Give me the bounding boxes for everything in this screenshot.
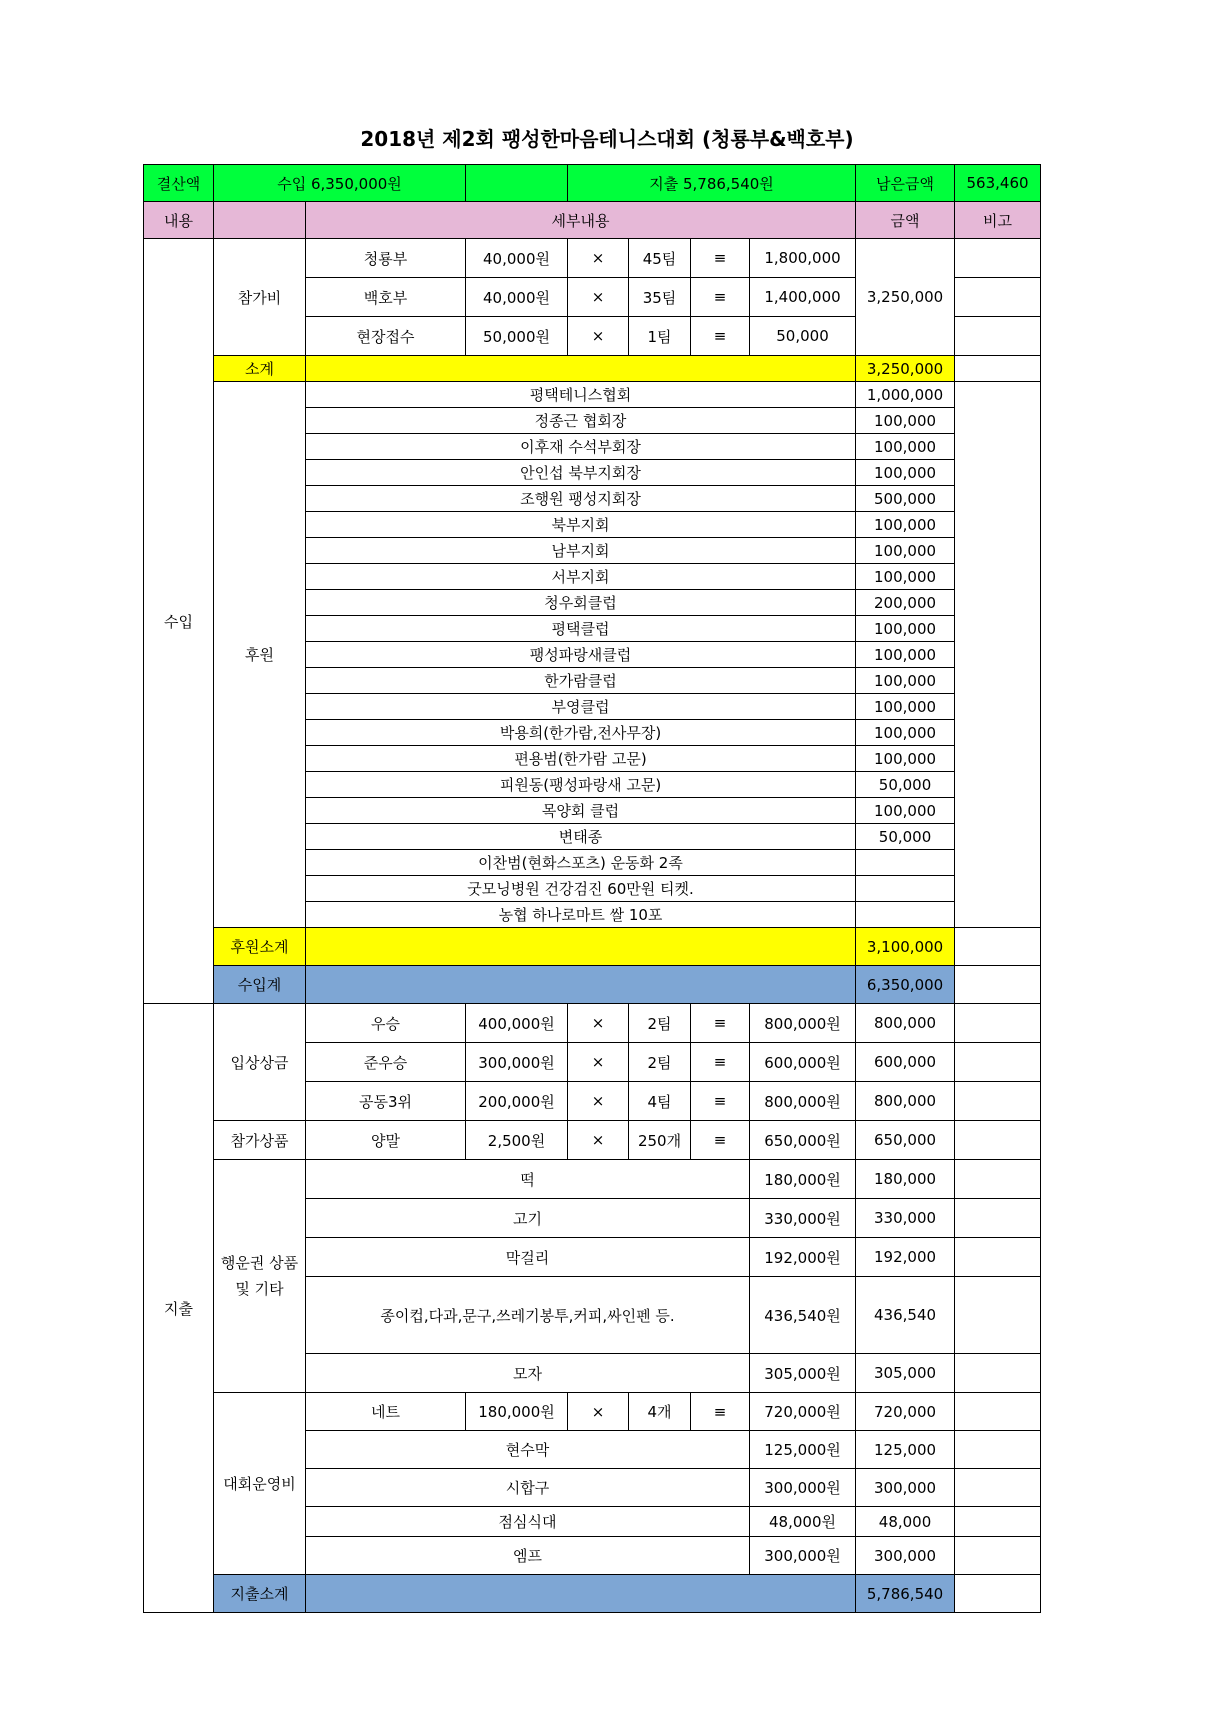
ops-net-row	[144, 1393, 1041, 1431]
note-cell	[955, 1004, 1041, 1043]
note-cell	[955, 1121, 1041, 1160]
sponsor-amount: 100,000	[856, 720, 955, 746]
prize-name: 공동3위	[306, 1082, 466, 1121]
note-cell	[955, 356, 1041, 382]
gift-qty: 250개	[629, 1121, 691, 1160]
note-cell	[955, 1431, 1041, 1469]
ops-total: 300,000원	[750, 1469, 856, 1507]
fee-amount: 3,250,000	[856, 239, 955, 356]
income-total-value: 6,350,000	[856, 966, 955, 1004]
ops-item: 점심식대	[306, 1507, 750, 1537]
sponsor-amount: 200,000	[856, 590, 955, 616]
equals-sign: ≡	[691, 1082, 750, 1121]
sponsor-amount: 100,000	[856, 512, 955, 538]
times-sign: ×	[568, 239, 629, 278]
lucky-item: 막걸리	[306, 1238, 750, 1277]
equals-sign: ≡	[691, 1004, 750, 1043]
gift-name: 양말	[306, 1121, 466, 1160]
income-total-blank	[306, 966, 856, 1004]
sponsor-subtotal-value: 3,100,000	[856, 928, 955, 966]
times-sign: ×	[568, 317, 629, 356]
page-title: 2018년 제2회 팽성한마음테니스대회 (청룡부&백호부)	[360, 127, 854, 151]
remain-label: 남은금액	[856, 165, 955, 202]
prize-price: 200,000원	[466, 1082, 568, 1121]
sponsor-name: 안인섭 북부지회장	[306, 460, 856, 486]
header-note: 비고	[955, 202, 1041, 239]
header-blank	[214, 202, 306, 239]
times-sign: ×	[568, 1082, 629, 1121]
lucky-total: 305,000원	[750, 1354, 856, 1393]
note-cell	[955, 1277, 1041, 1354]
lucky-item: 종이컵,다과,문구,쓰레기봉투,커피,싸인펜 등.	[306, 1277, 750, 1354]
times-sign: ×	[568, 1393, 629, 1431]
fee-qty: 35팀	[629, 278, 691, 317]
sponsor-amount: 100,000	[856, 538, 955, 564]
ops-item: 엠프	[306, 1537, 750, 1575]
ops-total: 300,000원	[750, 1537, 856, 1575]
sponsor-amount: 100,000	[856, 694, 955, 720]
fee-name: 청룡부	[306, 239, 466, 278]
gift-total: 650,000원	[750, 1121, 856, 1160]
note-cell	[955, 928, 1041, 966]
note-cell	[955, 278, 1041, 317]
note-cell	[955, 239, 1041, 278]
fee-total: 50,000	[750, 317, 856, 356]
lucky-total: 436,540원	[750, 1277, 856, 1354]
ops-total: 720,000원	[750, 1393, 856, 1431]
fee-subtotal-row	[144, 356, 1041, 382]
header-row	[144, 202, 1041, 239]
gift-label: 참가상품	[214, 1121, 306, 1160]
ops-total: 48,000원	[750, 1507, 856, 1537]
equals-sign: ≡	[691, 1043, 750, 1082]
lucky-label: 행운권 상품 및 기타	[214, 1160, 306, 1393]
fee-label: 참가비	[214, 239, 306, 356]
sponsor-amount: 100,000	[856, 642, 955, 668]
sponsor-label: 후원	[214, 382, 306, 928]
equals-sign: ≡	[691, 317, 750, 356]
summary-blank	[466, 165, 568, 202]
lucky-item: 모자	[306, 1354, 750, 1393]
ops-amount: 48,000	[856, 1507, 955, 1537]
fee-price: 40,000원	[466, 278, 568, 317]
sponsor-name: 팽성파랑새클럽	[306, 642, 856, 668]
sponsor-name: 북부지회	[306, 512, 856, 538]
sponsor-amount: 100,000	[856, 564, 955, 590]
sponsor-name: 남부지회	[306, 538, 856, 564]
ops-item: 현수막	[306, 1431, 750, 1469]
note-cell	[955, 1082, 1041, 1121]
income-total-label: 수입계	[214, 966, 306, 1004]
sponsor-amount: 100,000	[856, 408, 955, 434]
equals-sign: ≡	[691, 1393, 750, 1431]
expense-subtotal-value: 5,786,540	[856, 1575, 955, 1613]
sponsor-amount: 100,000	[856, 460, 955, 486]
sponsor-name: 피원동(팽성파랑새 고문)	[306, 772, 856, 798]
sponsor-amount: 1,000,000	[856, 382, 955, 408]
sponsor-name: 한가람클럽	[306, 668, 856, 694]
prize-row	[144, 1004, 1041, 1043]
sponsor-amount: 50,000	[856, 772, 955, 798]
prize-name: 준우승	[306, 1043, 466, 1082]
note-cell	[955, 1238, 1041, 1277]
sponsor-name: 이후재 수석부회장	[306, 434, 856, 460]
sponsor-row	[144, 382, 1041, 408]
ops-name: 네트	[306, 1393, 466, 1431]
prize-qty: 4팀	[629, 1082, 691, 1121]
sponsor-amount: 100,000	[856, 434, 955, 460]
ops-label: 대회운영비	[214, 1393, 306, 1575]
fee-total: 1,400,000	[750, 278, 856, 317]
prize-qty: 2팀	[629, 1004, 691, 1043]
lucky-amount: 436,540	[856, 1277, 955, 1354]
sponsor-name: 농협 하나로마트 쌀 10포	[306, 902, 856, 928]
sponsor-amount: 500,000	[856, 486, 955, 512]
fee-qty: 45팀	[629, 239, 691, 278]
ops-amount: 720,000	[856, 1393, 955, 1431]
prize-total: 600,000원	[750, 1043, 856, 1082]
lucky-amount: 180,000	[856, 1160, 955, 1199]
note-cell	[955, 317, 1041, 356]
expense-subtotal-blank	[306, 1575, 856, 1613]
settlement-table	[143, 164, 1041, 1613]
prize-name: 우승	[306, 1004, 466, 1043]
times-sign: ×	[568, 278, 629, 317]
prize-total: 800,000원	[750, 1004, 856, 1043]
expense-subtotal-label: 지출소계	[214, 1575, 306, 1613]
fee-subtotal-label: 소계	[214, 356, 306, 382]
prize-qty: 2팀	[629, 1043, 691, 1082]
sponsor-amount: 100,000	[856, 616, 955, 642]
sponsor-amount	[856, 850, 955, 876]
fee-total: 1,800,000	[750, 239, 856, 278]
expense-label: 지출	[144, 1004, 214, 1613]
expense-subtotal-row	[144, 1575, 1041, 1613]
sponsor-note	[955, 382, 1041, 928]
note-cell	[955, 1575, 1041, 1613]
prize-amount: 600,000	[856, 1043, 955, 1082]
fee-subtotal-value: 3,250,000	[856, 356, 955, 382]
note-cell	[955, 1537, 1041, 1575]
lucky-item: 떡	[306, 1160, 750, 1199]
lucky-total: 330,000원	[750, 1199, 856, 1238]
prize-label: 입상상금	[214, 1004, 306, 1121]
lucky-item: 고기	[306, 1199, 750, 1238]
sponsor-name: 굿모닝병원 건강검진 60만원 티켓.	[306, 876, 856, 902]
expense-total-summary: 지출 5,786,540원	[568, 165, 856, 202]
sponsor-name: 서부지회	[306, 564, 856, 590]
times-sign: ×	[568, 1043, 629, 1082]
sponsor-amount: 100,000	[856, 798, 955, 824]
equals-sign: ≡	[691, 239, 750, 278]
lucky-total: 192,000원	[750, 1238, 856, 1277]
gift-amount: 650,000	[856, 1121, 955, 1160]
sponsor-name: 박용희(한가람,전사무장)	[306, 720, 856, 746]
fee-price: 40,000원	[466, 239, 568, 278]
lucky-total: 180,000원	[750, 1160, 856, 1199]
summary-row	[144, 165, 1041, 202]
lucky-row	[144, 1160, 1041, 1199]
header-detail: 세부내용	[306, 202, 856, 239]
fee-name: 현장접수	[306, 317, 466, 356]
fee-price: 50,000원	[466, 317, 568, 356]
sponsor-name: 정종근 협회장	[306, 408, 856, 434]
sponsor-name: 변태종	[306, 824, 856, 850]
ops-qty: 4개	[629, 1393, 691, 1431]
header-content: 내용	[144, 202, 214, 239]
ops-amount: 125,000	[856, 1431, 955, 1469]
settlement-label: 결산액	[144, 165, 214, 202]
fee-qty: 1팀	[629, 317, 691, 356]
ops-item: 시합구	[306, 1469, 750, 1507]
sponsor-name: 청우회클럽	[306, 590, 856, 616]
income-total-row	[144, 966, 1041, 1004]
sponsor-name: 조행원 팽성지회장	[306, 486, 856, 512]
equals-sign: ≡	[691, 1121, 750, 1160]
ops-amount: 300,000	[856, 1537, 955, 1575]
note-cell	[955, 1507, 1041, 1537]
fee-name: 백호부	[306, 278, 466, 317]
sponsor-name: 평택테니스협회	[306, 382, 856, 408]
sponsor-subtotal-blank	[306, 928, 856, 966]
header-amount: 금액	[856, 202, 955, 239]
note-cell	[955, 1469, 1041, 1507]
note-cell	[955, 1393, 1041, 1431]
note-cell	[955, 966, 1041, 1004]
income-total-summary: 수입 6,350,000원	[214, 165, 466, 202]
sponsor-amount: 50,000	[856, 824, 955, 850]
fee-subtotal-blank	[306, 356, 856, 382]
prize-price: 300,000원	[466, 1043, 568, 1082]
sponsor-name: 이찬범(현화스포츠) 운동화 2족	[306, 850, 856, 876]
ops-total: 125,000원	[750, 1431, 856, 1469]
prize-amount: 800,000	[856, 1082, 955, 1121]
note-cell	[955, 1043, 1041, 1082]
gift-row	[144, 1121, 1041, 1160]
gift-price: 2,500원	[466, 1121, 568, 1160]
sponsor-name: 목양회 클럽	[306, 798, 856, 824]
income-label: 수입	[144, 239, 214, 1004]
times-sign: ×	[568, 1121, 629, 1160]
prize-price: 400,000원	[466, 1004, 568, 1043]
note-cell	[955, 1160, 1041, 1199]
sponsor-amount: 100,000	[856, 668, 955, 694]
sponsor-subtotal-label: 후원소계	[214, 928, 306, 966]
sponsor-amount: 100,000	[856, 746, 955, 772]
prize-amount: 800,000	[856, 1004, 955, 1043]
prize-total: 800,000원	[750, 1082, 856, 1121]
note-cell	[955, 1199, 1041, 1238]
sponsor-name: 편용범(한가람 고문)	[306, 746, 856, 772]
lucky-amount: 192,000	[856, 1238, 955, 1277]
sponsor-name: 부영클럽	[306, 694, 856, 720]
sponsor-name: 평택클럽	[306, 616, 856, 642]
sponsor-amount	[856, 902, 955, 928]
sponsor-amount	[856, 876, 955, 902]
fee-row	[144, 239, 1041, 278]
sponsor-subtotal-row	[144, 928, 1041, 966]
ops-amount: 300,000	[856, 1469, 955, 1507]
times-sign: ×	[568, 1004, 629, 1043]
lucky-amount: 305,000	[856, 1354, 955, 1393]
lucky-amount: 330,000	[856, 1199, 955, 1238]
note-cell	[955, 1354, 1041, 1393]
ops-price: 180,000원	[466, 1393, 568, 1431]
equals-sign: ≡	[691, 278, 750, 317]
remain-value: 563,460	[955, 165, 1041, 202]
